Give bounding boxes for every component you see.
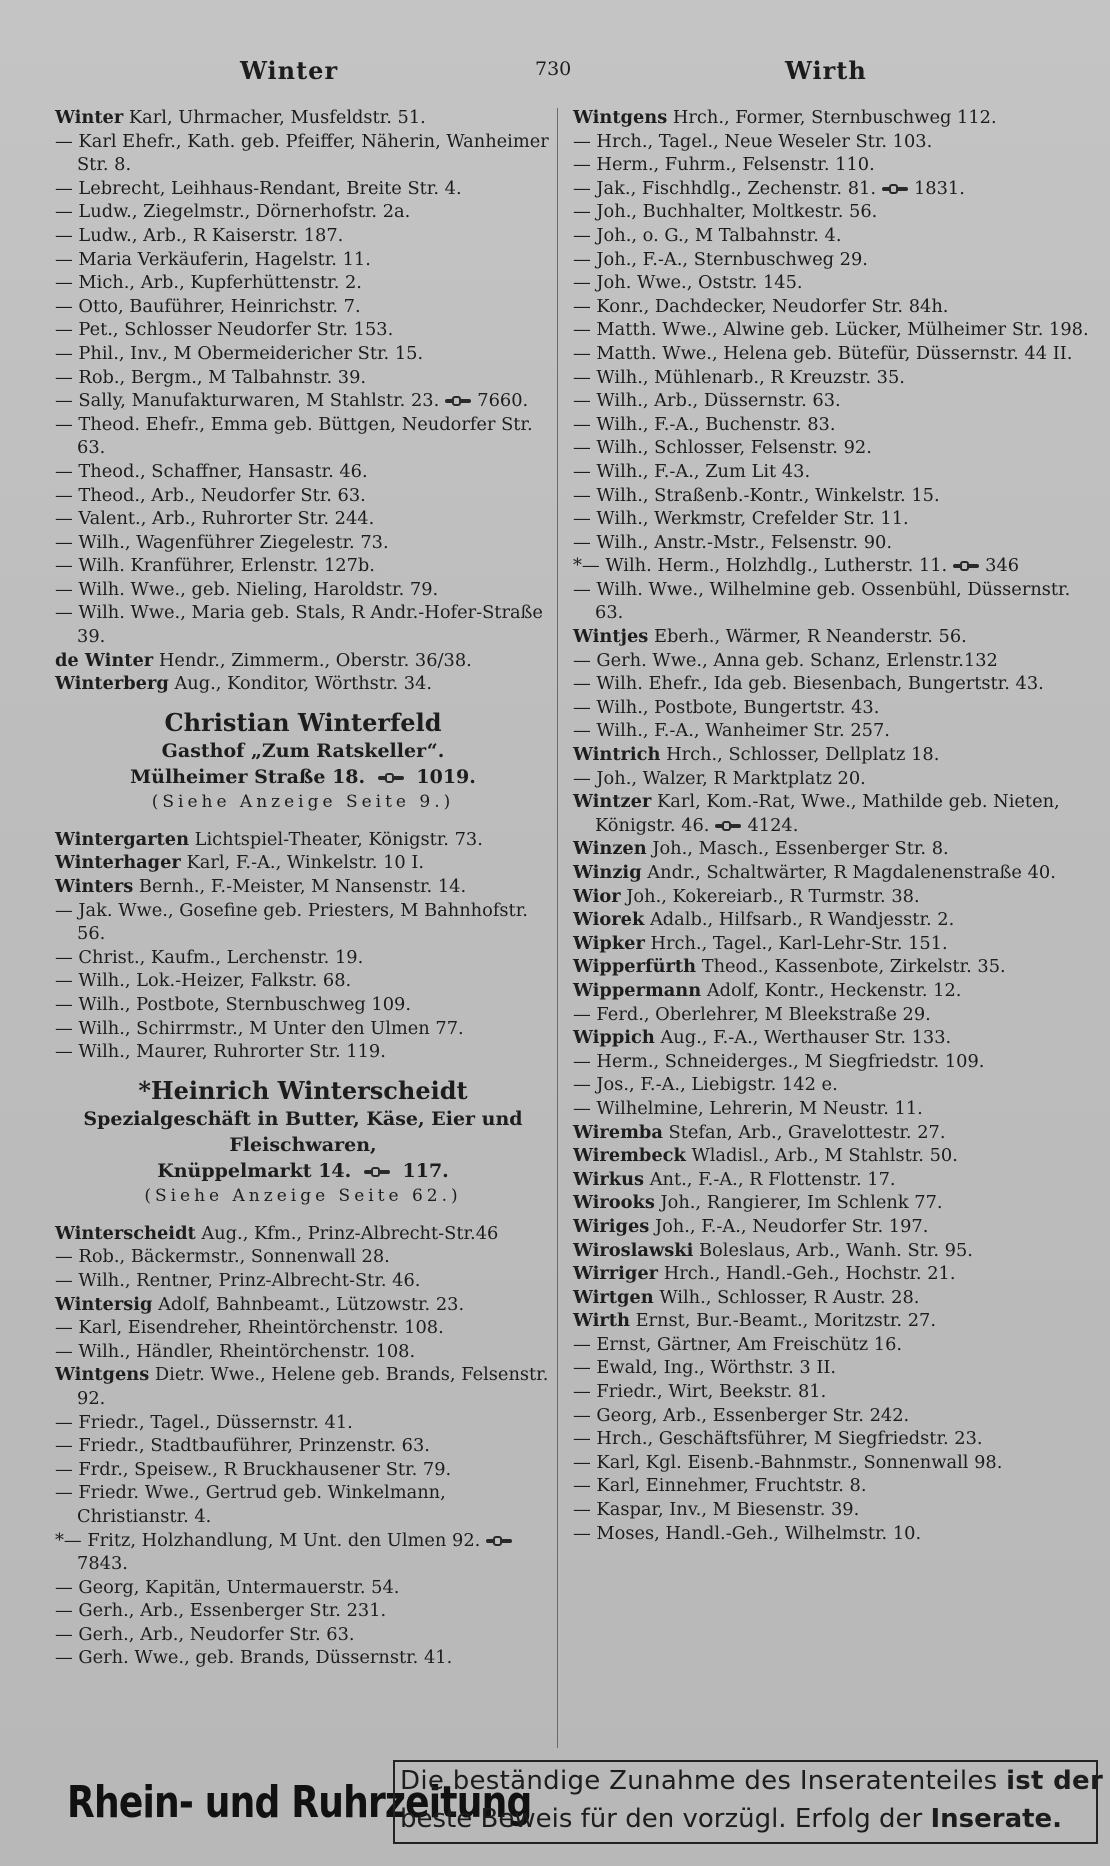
entry-text: — Georg, Arb., Essenberger Str. 242. xyxy=(573,1404,910,1426)
entry-text: — Wilh. Wwe., Maria geb. Stals, R Andr.-Hofer-Straße 39. xyxy=(55,602,543,648)
entry-text: — Joh., Buchhalter, Moltkestr. 56. xyxy=(573,201,878,223)
directory-entry xyxy=(573,554,1095,578)
footer-advertisement xyxy=(55,1758,1104,1848)
entry-text: — Wilh., Schirrmstr., M Unter den Ulmen 77. xyxy=(55,1017,464,1039)
ad-winterscheidt-line3 xyxy=(55,1158,551,1184)
entry-text: Wilh., Schlosser, R Austr. 28. xyxy=(659,1286,920,1308)
entry-text: Lichtspiel-Theater, Königstr. 73. xyxy=(194,828,483,850)
directory-entry xyxy=(573,719,1095,743)
entry-text: Bernh., F.-Meister, M Nansenstr. 14. xyxy=(138,876,467,898)
directory-entry xyxy=(573,578,1095,625)
entry-text: Joh., Rangierer, Im Schlenk 77. xyxy=(660,1192,943,1214)
directory-entry xyxy=(55,1316,551,1340)
entry-text: — Joh., o. G., M Talbahnstr. 4. xyxy=(573,224,842,246)
entry-text: — Wilh., F.-A., Zum Lit 43. xyxy=(573,460,811,482)
ad-winterfeld-name: Christian Winterfeld xyxy=(164,707,442,737)
entry-text: — Wilh., Anstr.-Mstr., Felsenstr. 90. xyxy=(573,531,892,553)
directory-entry xyxy=(55,248,551,272)
directory-entry xyxy=(573,1239,1095,1263)
entry-text: Hrch., Handl.-Geh., Hochstr. 21. xyxy=(663,1263,956,1285)
directory-entry xyxy=(573,885,1095,909)
entry-text: Boleslaus, Arb., Wanh. Str. 95. xyxy=(698,1239,973,1261)
entry-text: Karl, Uhrmacher, Musfeldstr. 51. xyxy=(128,107,426,128)
entry-text: — Ernst, Gärtner, Am Freischütz 16. xyxy=(573,1333,903,1355)
entry-text: — Ferd., Oberlehrer, M Bleekstraße 29. xyxy=(573,1003,931,1025)
ad-winterfeld-line2 xyxy=(55,764,551,790)
entry-text: Hrch., Schlosser, Dellplatz 18. xyxy=(666,744,940,766)
directory-entry xyxy=(55,1411,551,1435)
entry-phone: 1831. xyxy=(913,177,965,199)
left-column xyxy=(55,106,551,1670)
directory-entry xyxy=(573,271,1095,295)
directory-entry xyxy=(55,1222,551,1246)
entry-text: — Ludw., Arb., R Kaiserstr. 187. xyxy=(55,224,344,246)
directory-entry xyxy=(55,554,551,578)
entry-phone: 7843. xyxy=(77,1553,128,1575)
directory-entry xyxy=(573,1474,1095,1498)
directory-entry xyxy=(55,1458,551,1482)
entry-text: — Konr., Dachdecker, Neudorfer Str. 84h. xyxy=(573,295,949,317)
directory-entry xyxy=(573,1215,1095,1239)
entry-surname: Winzig xyxy=(573,862,642,883)
entry-text: Karl, F.-A., Winkelstr. 10 I. xyxy=(186,852,425,874)
directory-entry xyxy=(573,366,1095,390)
entry-text: — Theod. Ehefr., Emma geb. Büttgen, Neudorfer Str. 63. xyxy=(55,413,533,459)
entry-text: — Hrch., Geschäftsführer, M Siegfriedstr. 23. xyxy=(573,1428,983,1450)
entry-text: — Phil., Inv., M Obermeidericher Str. 15. xyxy=(55,342,424,364)
directory-entry xyxy=(573,1003,1095,1027)
entry-text: — Friedr., Stadtbauführer, Prinzenstr. 63. xyxy=(55,1435,430,1457)
header-right-keyword: Wirth xyxy=(785,56,867,85)
entry-text: — Wilh., Straßenb.-Kontr., Winkelstr. 15. xyxy=(573,484,940,506)
directory-entry xyxy=(573,767,1095,791)
directory-entry xyxy=(55,389,551,413)
entry-text: — Ludw., Ziegelmstr., Dörnerhofstr. 2a. xyxy=(55,201,411,223)
entry-phone: 4124. xyxy=(747,814,799,836)
newspaper-logo: Rhein- und Ruhrzeitung xyxy=(67,1777,532,1828)
entry-surname: Wippermann xyxy=(573,979,702,1001)
entry-surname: Wirooks xyxy=(573,1192,655,1214)
directory-entry xyxy=(55,1576,551,1600)
directory-entry xyxy=(55,969,551,993)
entry-text: — Wilh., Maurer, Ruhrorter Str. 119. xyxy=(55,1041,386,1063)
entry-text: — Wilh., Postbote, Bungertstr. 43. xyxy=(573,696,880,718)
directory-entry xyxy=(573,224,1095,248)
entry-surname: Wipperfürth xyxy=(573,956,697,978)
directory-entry xyxy=(55,1293,551,1317)
directory-entry xyxy=(55,200,551,224)
directory-entry xyxy=(55,366,551,390)
entry-text: — Wilh. Ehefr., Ida geb. Biesenbach, Bungertstr. 43. xyxy=(573,673,1044,695)
ad-winterfeld-address: Mülheimer Straße 18. xyxy=(130,765,366,788)
entry-text: — Hrch., Tagel., Neue Weseler Str. 103. xyxy=(573,130,933,152)
entry-surname: Wiroslawski xyxy=(573,1239,694,1261)
directory-entry xyxy=(55,578,551,602)
directory-entry xyxy=(573,507,1095,531)
directory-entry xyxy=(55,828,551,852)
entry-text: Andr., Schaltwärter, R Magdalenenstraße 40. xyxy=(647,862,1056,883)
directory-entry xyxy=(55,413,551,460)
telephone-icon xyxy=(882,184,908,194)
directory-entry xyxy=(573,1097,1095,1121)
directory-entry xyxy=(55,271,551,295)
entry-text: — Friedr., Wirt, Beekstr. 81. xyxy=(573,1381,827,1403)
directory-entry xyxy=(573,177,1095,201)
right-column xyxy=(573,106,1095,1545)
ad-winterscheidt-line2: Fleischwaren, xyxy=(229,1133,377,1156)
entry-text: — Frdr., Speisew., R Bruckhausener Str. 79. xyxy=(55,1458,452,1480)
entry-text: — Wilh., Wagenführer Ziegelestr. 73. xyxy=(55,531,389,553)
entry-text: Joh., Kokereiarb., R Turmstr. 38. xyxy=(626,885,920,907)
directory-entry xyxy=(55,1017,551,1041)
directory-entry xyxy=(573,837,1095,861)
entry-text: Aug., F.-A., Werthauser Str. 133. xyxy=(660,1027,952,1049)
entry-surname: Wintgens xyxy=(573,107,668,128)
footer-line1-b: ist der xyxy=(1006,1766,1104,1796)
directory-entry xyxy=(573,318,1095,342)
directory-entry xyxy=(573,696,1095,720)
entry-surname: Winterscheidt xyxy=(55,1222,196,1244)
entry-text: — Theod., Arb., Neudorfer Str. 63. xyxy=(55,484,366,506)
entry-surname: Wirtgen xyxy=(573,1286,654,1308)
directory-entry xyxy=(55,342,551,366)
directory-entry xyxy=(573,790,1095,837)
left-entries-3 xyxy=(55,1222,551,1670)
footer-line1-a: Die beständige Zunahme des Inseratenteiles xyxy=(400,1766,1007,1796)
ad-winterscheidt xyxy=(55,1076,551,1208)
directory-entry xyxy=(573,1050,1095,1074)
entry-text: — Jak. Wwe., Gosefine geb. Priesters, M Bahnhofstr. 56. xyxy=(55,899,528,945)
ad-winterfeld xyxy=(55,708,551,814)
telephone-icon xyxy=(378,773,404,783)
ad-winterscheidt-address: Knüppelmarkt 14. xyxy=(157,1159,352,1182)
entry-text: — Gerh., Arb., Neudorfer Str. 63. xyxy=(55,1623,355,1645)
entry-surname: Wiriges xyxy=(573,1215,650,1237)
entry-text: Joh., Masch., Essenberger Str. 8. xyxy=(652,838,949,860)
directory-entry xyxy=(573,1121,1095,1145)
directory-entry xyxy=(573,413,1095,437)
directory-entry xyxy=(573,1286,1095,1310)
directory-entry xyxy=(55,1623,551,1647)
directory-entry xyxy=(55,993,551,1017)
entry-text: — Karl Ehefr., Kath. geb. Pfeiffer, Näherin, Wanheimer Str. 8. xyxy=(55,130,549,176)
entry-text: — Sally, Manufakturwaren, M Stahlstr. 23. xyxy=(55,390,440,412)
left-entries-1 xyxy=(55,106,551,696)
entry-surname: Wirkus xyxy=(573,1168,645,1190)
entry-text: — Maria Verkäuferin, Hagelstr. 11. xyxy=(55,248,371,270)
directory-entry xyxy=(573,1380,1095,1404)
entry-text: — Georg, Kapitän, Untermauerstr. 54. xyxy=(55,1576,400,1598)
directory-entry xyxy=(573,861,1095,885)
directory-entry xyxy=(55,601,551,648)
entry-surname: Wintgens xyxy=(55,1364,150,1386)
directory-entry xyxy=(55,1245,551,1269)
telephone-icon xyxy=(364,1167,390,1177)
entry-surname: Wintersig xyxy=(55,1293,153,1315)
entry-surname: Wirriger xyxy=(573,1263,659,1285)
entry-text: Aug., Konditor, Wörthstr. 34. xyxy=(174,673,433,695)
entry-phone: 346 xyxy=(985,555,1020,577)
directory-entry xyxy=(573,531,1095,555)
entry-surname: de Winter xyxy=(55,649,154,671)
directory-entry xyxy=(55,318,551,342)
directory-entry xyxy=(55,531,551,555)
directory-entry xyxy=(55,1340,551,1364)
ad-winterscheidt-ref: (Siehe Anzeige Seite 62.) xyxy=(144,1185,462,1206)
directory-entry xyxy=(55,106,551,130)
entry-text: Dietr. Wwe., Helene geb. Brands, Felsenstr. 92. xyxy=(77,1364,549,1409)
entry-text: Joh., F.-A., Neudorfer Str. 197. xyxy=(654,1215,929,1237)
telephone-icon xyxy=(715,821,741,831)
footer-line2-a: beste Beweis für den vorzügl. Erfolg der xyxy=(400,1804,931,1834)
directory-entry xyxy=(573,1262,1095,1286)
directory-entry xyxy=(55,295,551,319)
header-left-keyword: Winter xyxy=(240,56,339,85)
directory-entry xyxy=(573,1144,1095,1168)
entry-surname: Wintjes xyxy=(573,626,649,648)
left-entries-2 xyxy=(55,828,551,1064)
directory-entry xyxy=(55,224,551,248)
directory-entry xyxy=(55,1599,551,1623)
directory-entry xyxy=(573,1073,1095,1097)
directory-entry xyxy=(573,460,1095,484)
entry-text: — Rob., Bäckermstr., Sonnenwall 28. xyxy=(55,1246,390,1268)
entry-text: — Matth. Wwe., Helena geb. Bütefür, Düssernstr. 44 II. xyxy=(573,342,1073,364)
telephone-icon xyxy=(953,561,979,571)
entry-text: Theod., Kassenbote, Zirkelstr. 35. xyxy=(701,956,1006,978)
entry-text: — Wilh., Werkmstr, Crefelder Str. 11. xyxy=(573,508,909,530)
ad-winterscheidt-line1: Spezialgeschäft in Butter, Käse, Eier und xyxy=(83,1107,523,1130)
entry-surname: Winter xyxy=(55,107,124,128)
directory-entry xyxy=(55,460,551,484)
entry-surname: Winterberg xyxy=(55,673,169,695)
entry-text: Stefan, Arb., Gravelottestr. 27. xyxy=(668,1121,946,1143)
directory-entry xyxy=(55,1646,551,1670)
entry-text: — Mich., Arb., Kupferhüttenstr. 2. xyxy=(55,272,362,294)
directory-entry xyxy=(573,153,1095,177)
directory-entry xyxy=(573,1522,1095,1546)
entry-text: — Wilh., Arb., Düssernstr. 63. xyxy=(573,390,841,412)
directory-entry xyxy=(573,295,1095,319)
entry-text: — Lebrecht, Leihhaus-Rendant, Breite Str. 4. xyxy=(55,177,462,199)
directory-entry xyxy=(55,484,551,508)
directory-entry xyxy=(573,649,1095,673)
entry-text: Aug., Kfm., Prinz-Albrecht-Str.46 xyxy=(201,1222,499,1244)
entry-text: — Gerh. Wwe., Anna geb. Schanz, Erlenstr.132 xyxy=(573,649,998,671)
directory-entry xyxy=(573,436,1095,460)
entry-text: — Otto, Bauführer, Heinrichstr. 7. xyxy=(55,295,361,317)
ad-winterfeld-phone: 1019. xyxy=(416,765,476,788)
directory-entry xyxy=(573,1356,1095,1380)
entry-text: — Pet., Schlosser Neudorfer Str. 153. xyxy=(55,319,394,341)
directory-entry xyxy=(573,743,1095,767)
entry-text: — Wilh., F.-A., Buchenstr. 83. xyxy=(573,413,836,435)
entry-text: — Gerh., Arb., Essenberger Str. 231. xyxy=(55,1600,387,1622)
entry-text: Adolf, Kontr., Heckenstr. 12. xyxy=(706,979,962,1001)
entry-text: Adolf, Bahnbeamt., Lützowstr. 23. xyxy=(158,1293,465,1315)
right-entries xyxy=(573,106,1095,1545)
directory-entry xyxy=(55,1040,551,1064)
entry-surname: Wior xyxy=(573,885,621,907)
directory-entry xyxy=(55,1434,551,1458)
directory-entry xyxy=(573,932,1095,956)
entry-phone: 7660. xyxy=(477,390,529,412)
directory-entry xyxy=(55,1481,551,1528)
directory-entry xyxy=(573,1498,1095,1522)
directory-entry xyxy=(573,106,1095,130)
entry-text: *— Fritz, Holzhandlung, M Unt. den Ulmen 92. xyxy=(55,1529,481,1551)
entry-text: — Wilh. Wwe., geb. Nieling, Haroldstr. 79. xyxy=(55,578,439,600)
entry-text: — Herm., Fuhrm., Felsenstr. 110. xyxy=(573,154,875,176)
telephone-icon xyxy=(486,1536,512,1546)
directory-entry xyxy=(573,200,1095,224)
entry-text: — Herm., Schneiderges., M Siegfriedstr. 109. xyxy=(573,1050,985,1072)
ad-winterscheidt-name: *Heinrich Winterscheidt xyxy=(138,1075,468,1105)
entry-text: — Friedr. Wwe., Gertrud geb. Winkelmann, Christianstr. 4. xyxy=(55,1482,446,1527)
directory-entry xyxy=(55,177,551,201)
directory-entry xyxy=(573,979,1095,1003)
entry-text: — Jak., Fischhdlg., Zechenstr. 81. xyxy=(573,177,876,199)
directory-entry xyxy=(55,1363,551,1410)
entry-text: — Wilh. Kranführer, Erlenstr. 127b. xyxy=(55,555,375,577)
directory-entry xyxy=(573,130,1095,154)
entry-text: — Wilh., Rentner, Prinz-Albrecht-Str. 46. xyxy=(55,1269,421,1291)
entry-surname: Wipker xyxy=(573,932,645,954)
entry-surname: Wiorek xyxy=(573,909,645,931)
entry-text: — Wilh. Wwe., Wilhelmine geb. Ossenbühl, Düssernstr. 63. xyxy=(573,578,1071,624)
entry-text: — Joh., F.-A., Sternbuschweg 29. xyxy=(573,248,868,270)
entry-surname: Winterhager xyxy=(55,852,181,874)
directory-entry xyxy=(573,1191,1095,1215)
directory-entry xyxy=(573,484,1095,508)
directory-entry xyxy=(573,908,1095,932)
entry-surname: Wirembeck xyxy=(573,1145,686,1167)
entry-text: — Joh., Walzer, R Marktplatz 20. xyxy=(573,767,866,789)
directory-entry xyxy=(573,1026,1095,1050)
directory-entry xyxy=(55,507,551,531)
directory-entry xyxy=(55,672,551,696)
entry-text: Hendr., Zimmerm., Oberstr. 36/38. xyxy=(158,649,472,671)
entry-text: — Kaspar, Inv., M Biesenstr. 39. xyxy=(573,1499,860,1521)
entry-text: Eberh., Wärmer, R Neanderstr. 56. xyxy=(653,626,967,648)
entry-text: — Moses, Handl.-Geh., Wilhelmstr. 10. xyxy=(573,1522,922,1544)
entry-text: — Rob., Bergm., M Talbahnstr. 39. xyxy=(55,366,367,388)
entry-surname: Wintergarten xyxy=(55,828,190,850)
entry-text: Ernst, Bur.-Beamt., Moritzstr. 27. xyxy=(635,1310,936,1332)
entry-text: — Wilh., Händler, Rheintörchenstr. 108. xyxy=(55,1340,416,1362)
directory-entry xyxy=(573,248,1095,272)
entry-text: *— Wilh. Herm., Holzhdlg., Lutherstr. 11. xyxy=(573,555,948,577)
ad-winterfeld-ref: (Siehe Anzeige Seite 9.) xyxy=(151,791,455,812)
entry-surname: Wintrich xyxy=(573,744,661,766)
entry-text: — Matth. Wwe., Alwine geb. Lücker, Mülheimer Str. 198. xyxy=(573,319,1089,341)
entry-text: Karl, Kom.-Rat, Wwe., Mathilde geb. Nieten, Königstr. 46. xyxy=(595,791,1060,836)
entry-text: — Valent., Arb., Ruhrorter Str. 244. xyxy=(55,508,375,530)
directory-entry xyxy=(573,389,1095,413)
entry-text: Ant., F.-A., R Flottenstr. 17. xyxy=(649,1168,896,1190)
directory-entry xyxy=(55,946,551,970)
entry-text: — Jos., F.-A., Liebigstr. 142 e. xyxy=(573,1074,838,1096)
directory-entry xyxy=(573,1333,1095,1357)
entry-surname: Wirth xyxy=(573,1310,630,1332)
entry-text: Wladisl., Arb., M Stahlstr. 50. xyxy=(691,1145,958,1167)
ad-winterscheidt-phone: 117. xyxy=(402,1159,449,1182)
directory-entry xyxy=(573,1168,1095,1192)
entry-surname: Wippich xyxy=(573,1027,655,1049)
directory-entry xyxy=(573,672,1095,696)
entry-text: Adalb., Hilfsarb., R Wandjesstr. 2. xyxy=(649,909,955,931)
directory-entry xyxy=(573,342,1095,366)
directory-entry xyxy=(55,875,551,899)
entry-text: — Wilh., Postbote, Sternbuschweg 109. xyxy=(55,994,411,1015)
entry-text: — Friedr., Tagel., Düssernstr. 41. xyxy=(55,1411,353,1433)
entry-text: — Wilh., Schlosser, Felsenstr. 92. xyxy=(573,437,872,459)
entry-text: — Gerh. Wwe., geb. Brands, Düssernstr. 41. xyxy=(55,1647,453,1669)
entry-text: — Ewald, Ing., Wörthstr. 3 II. xyxy=(573,1357,837,1379)
entry-surname: Wiremba xyxy=(573,1121,663,1143)
footer-line1 xyxy=(400,1766,1103,1796)
entry-text: Hrch., Tagel., Karl-Lehr-Str. 151. xyxy=(650,932,948,954)
entry-text: — Karl, Einnehmer, Fruchtstr. 8. xyxy=(573,1475,867,1497)
entry-text: — Karl, Kgl. Eisenb.-Bahnmstr., Sonnenwall 98. xyxy=(573,1451,1003,1473)
ad-winterfeld-line1: Gasthof „Zum Ratskeller“. xyxy=(161,739,445,762)
page-number: 730 xyxy=(535,58,572,80)
page-header xyxy=(0,56,1110,96)
entry-text: — Joh. Wwe., Oststr. 145. xyxy=(573,272,803,294)
telephone-icon xyxy=(445,396,471,406)
entry-text: — Karl, Eisendreher, Rheintörchenstr. 108. xyxy=(55,1317,444,1339)
entry-surname: Winzen xyxy=(573,838,647,860)
entry-text: — Wilh., F.-A., Wanheimer Str. 257. xyxy=(573,720,890,742)
entry-text: — Wilh., Lok.-Heizer, Falkstr. 68. xyxy=(55,970,352,992)
directory-entry xyxy=(573,625,1095,649)
directory-entry xyxy=(55,1269,551,1293)
entry-text: — Christ., Kaufm., Lerchenstr. 19. xyxy=(55,946,364,968)
directory-entry xyxy=(55,851,551,875)
footer-line2 xyxy=(400,1804,1062,1834)
directory-entry xyxy=(55,130,551,177)
directory-entry xyxy=(573,1404,1095,1428)
directory-entry xyxy=(55,1529,551,1576)
entry-text: — Wilhelmine, Lehrerin, M Neustr. 11. xyxy=(573,1097,923,1119)
footer-line2-b: Inserate. xyxy=(930,1804,1063,1834)
entry-surname: Winters xyxy=(55,876,134,898)
entry-surname: Wintzer xyxy=(573,791,652,813)
entry-text: Hrch., Former, Sternbuschweg 112. xyxy=(672,107,997,128)
entry-text: — Wilh., Mühlenarb., R Kreuzstr. 35. xyxy=(573,366,905,388)
directory-entry xyxy=(573,1427,1095,1451)
directory-entry xyxy=(573,955,1095,979)
column-divider xyxy=(557,108,558,1748)
directory-entry xyxy=(55,899,551,946)
entry-text: — Theod., Schaffner, Hansastr. 46. xyxy=(55,460,368,482)
directory-entry xyxy=(573,1309,1095,1333)
directory-entry xyxy=(55,649,551,673)
directory-entry xyxy=(573,1451,1095,1475)
